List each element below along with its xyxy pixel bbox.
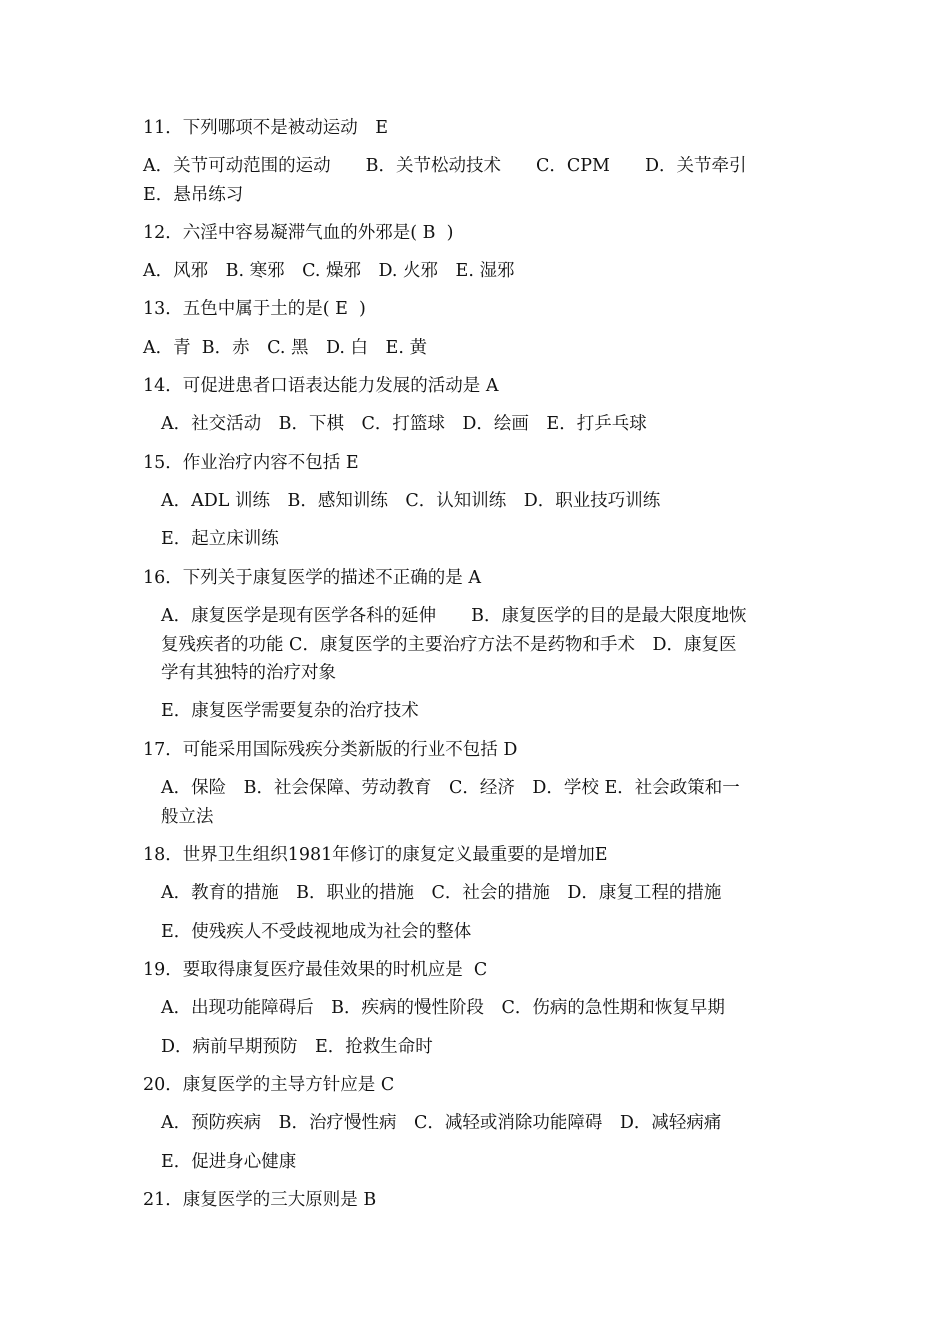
question-11-options: A．关节可动范围的运动 B．关节松动技术 C．CPM D．关节牵引 bbox=[143, 156, 747, 176]
question-15-options: A．ADL 训练 B．感知训练 C．认知训练 D．职业技巧训练 bbox=[161, 491, 661, 511]
question-12-options: A．风邪 B. 寒邪 C. 燥邪 D. 火邪 E. 湿邪 bbox=[143, 261, 515, 281]
question-17-options: A．保险 B．社会保障、劳动教育 C．经济 D．学校 E．社会政策和一 bbox=[161, 778, 740, 798]
question-17: 17．可能采用国际残疾分类新版的行业不包括 D bbox=[143, 740, 518, 760]
question-13: 13．五色中属于土的是( E ) bbox=[143, 299, 366, 319]
question-16-options: A．康复医学是现有医学各科的延伸 B．康复医学的目的是最大限度地恢 bbox=[161, 606, 747, 626]
question-13-options: A．青 B．赤 C. 黑 D. 白 E. 黄 bbox=[143, 338, 427, 358]
question-20: 20．康复医学的主导方针应是 C bbox=[143, 1075, 395, 1095]
question-18: 18．世界卫生组织1981年修订的康复定义最重要的是增加E bbox=[143, 845, 608, 865]
question-18-options: E．使残疾人不受歧视地成为社会的整体 bbox=[161, 922, 472, 942]
question-19: 19．要取得康复医疗最佳效果的时机应是 C bbox=[143, 960, 488, 980]
question-12: 12．六淫中容易凝滞气血的外邪是( B ) bbox=[143, 223, 454, 243]
question-15-options: E．起立床训练 bbox=[161, 529, 279, 549]
question-20-options: E．促进身心健康 bbox=[161, 1152, 297, 1172]
question-19-options: D．病前早期预防 E．抢救生命时 bbox=[161, 1037, 433, 1057]
question-15: 15．作业治疗内容不包括 E bbox=[143, 453, 359, 473]
question-14-options: A．社交活动 B．下棋 C．打篮球 D．绘画 E．打乒乓球 bbox=[161, 414, 647, 434]
question-11: 11．下列哪项不是被动运动 E bbox=[143, 118, 389, 138]
question-16-options: E．康复医学需要复杂的治疗技术 bbox=[161, 701, 419, 721]
question-16-options: 学有其独特的治疗对象 bbox=[161, 663, 336, 683]
question-20-options: A．预防疾病 B．治疗慢性病 C．减轻或消除功能障碍 D．减轻病痛 bbox=[161, 1113, 722, 1133]
question-16: 16．下列关于康复医学的描述不正确的是 A bbox=[143, 568, 481, 588]
question-18-options: A．教育的措施 B．职业的措施 C．社会的措施 D．康复工程的措施 bbox=[161, 883, 722, 903]
question-21: 21．康复医学的三大原则是 B bbox=[143, 1190, 377, 1210]
question-16-options: 复残疾者的功能 C．康复医学的主要治疗方法不是药物和手术 D．康复医 bbox=[161, 635, 737, 655]
question-19-options: A．出现功能障碍后 B．疾病的慢性阶段 C．伤病的急性期和恢复早期 bbox=[161, 998, 725, 1018]
question-14: 14．可促进患者口语表达能力发展的活动是 A bbox=[143, 376, 499, 396]
question-11-options: E．悬吊练习 bbox=[143, 185, 244, 205]
question-17-options: 般立法 bbox=[161, 807, 214, 827]
